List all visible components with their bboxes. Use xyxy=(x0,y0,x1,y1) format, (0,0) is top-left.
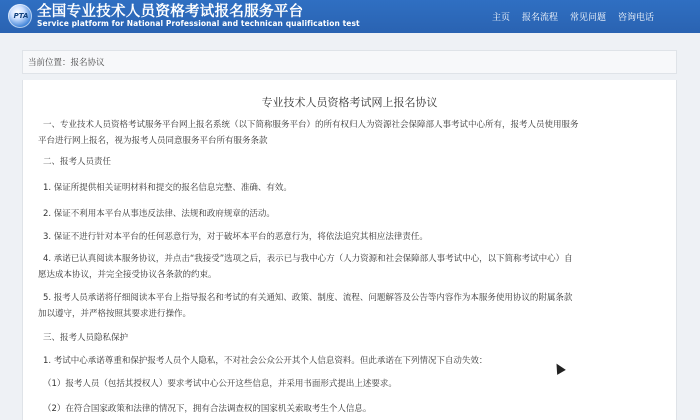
agreement-line: 愿达成本协议，并完全接受协议各条款的约束。 xyxy=(38,270,217,280)
site-title: 全国专业技术人员资格考试报名服务平台 xyxy=(37,4,304,20)
agreement-line: 5. 报考人员承诺将仔细阅读本平台上指导报名和考试的有关通知、政策、制度、流程、问题解答及公告等内容作为本服务使用协议的附属条款 xyxy=(43,293,573,303)
agreement-line: （2）在符合国家政策和法律的情况下，拥有合法调查权的国家机关索取考生个人信息。 xyxy=(43,404,372,414)
agreement-panel xyxy=(22,80,677,420)
breadcrumb-prefix: 当前位置： xyxy=(28,58,71,68)
nav-faq[interactable]: 常见问题 xyxy=(569,13,606,23)
top-nav xyxy=(492,10,654,23)
breadcrumb-current: 报名协议 xyxy=(70,58,105,68)
site-header xyxy=(0,0,700,33)
nav-registration-process[interactable]: 报名流程 xyxy=(521,13,558,23)
breadcrumb xyxy=(22,50,677,74)
section-heading: 三、报考人员隐私保护 xyxy=(43,333,129,343)
section-heading: 二、报考人员责任 xyxy=(43,157,112,167)
agreement-line: 4. 承诺已认真阅读本服务协议，并点击“我接受”选项之后，表示已与我中心方（人力资源和社会保障部人事考试中心，以下简称考试中心）自 xyxy=(43,254,573,264)
nav-contact-phone[interactable]: 咨询电话 xyxy=(617,13,654,23)
logo-text: PTA xyxy=(13,12,29,20)
agreement-line: 1. 保证所提供相关证明材料和提交的报名信息完整、准确、有效。 xyxy=(43,183,292,193)
nav-home[interactable]: 主页 xyxy=(491,13,510,23)
agreement-title: 专业技术人员资格考试网上报名协议 xyxy=(261,96,438,109)
site-logo[interactable] xyxy=(8,4,32,28)
agreement-line: 2. 保证不利用本平台从事违反法律、法规和政府规章的活动。 xyxy=(43,209,275,219)
agreement-line: 一、专业技术人员资格考试服务平台网上报名系统（以下简称服务平台）的所有权归人为资源社会保障部人事考试中心所有，报考人员使用服务 xyxy=(43,120,579,130)
agreement-line: （1）报考人员（包括其授权人）要求考试中心公开这些信息，并采用书面形式提出上述要求。 xyxy=(43,379,397,389)
agreement-line: 加以遵守，并严格按照其要求进行操作。 xyxy=(38,309,192,319)
agreement-line: 1. 考试中心承诺尊重和保护报考人员个人隐私，不对社会公众公开其个人信息资料。但此承诺在下列情况下自动失效： xyxy=(43,356,488,366)
agreement-line: 3. 保证不进行针对本平台的任何恶意行为，对于破坏本平台的恶意行为，将依法追究其相应法律责任。 xyxy=(43,232,428,242)
agreement-line: 平台进行网上报名，视为报考人员同意服务平台所有服务条款 xyxy=(38,136,268,146)
site-subtitle: Service platform for National Professional and technican qualification test xyxy=(37,19,360,28)
